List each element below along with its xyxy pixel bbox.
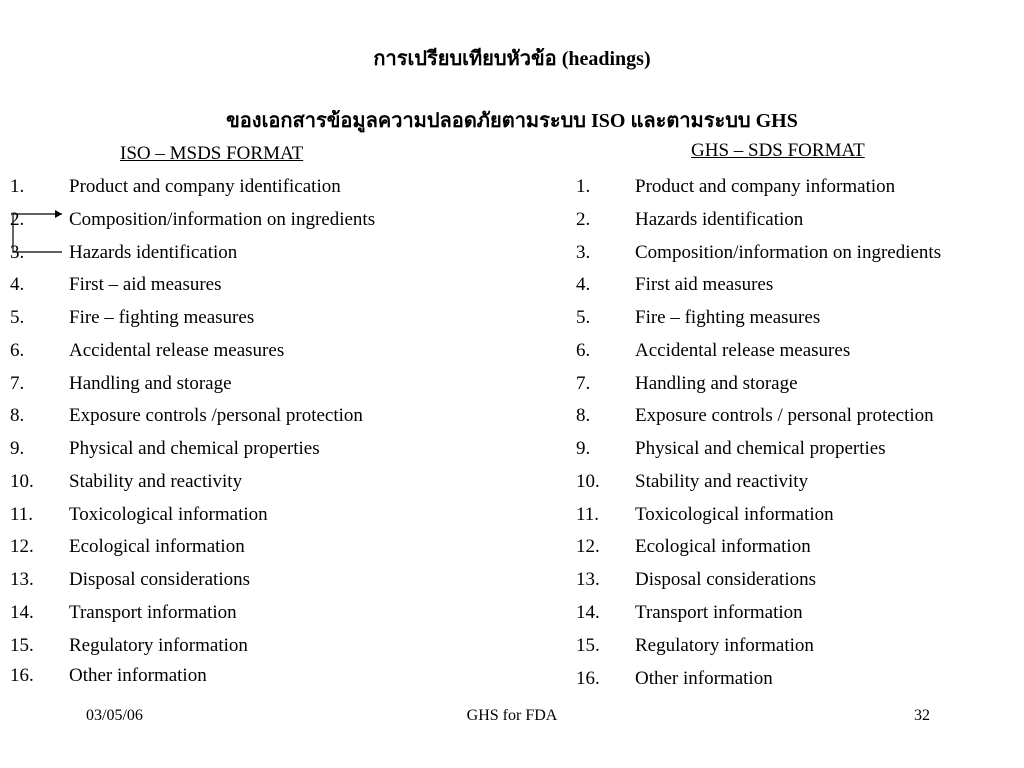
item-number: 10. bbox=[10, 471, 34, 492]
item-number: 2. bbox=[10, 209, 25, 230]
item-number: 9. bbox=[576, 438, 591, 459]
item-text: Composition/information on ingredients bbox=[635, 242, 942, 263]
item-number: 7. bbox=[10, 373, 25, 394]
item-number: 9. bbox=[10, 438, 25, 459]
item-text: Toxicological information bbox=[635, 504, 834, 525]
item-text: Toxicological information bbox=[69, 504, 268, 525]
item-text: Fire – fighting measures bbox=[69, 307, 255, 328]
item-text: Ecological information bbox=[69, 536, 245, 557]
item-number: 3. bbox=[576, 242, 591, 263]
item-text: Exposure controls /personal protection bbox=[69, 405, 363, 426]
slide-title-line2: ของเอกสารข้อมูลความปลอดภัยตามระบบ ISO และตามระบบ GHS bbox=[226, 110, 798, 132]
ghs-column-heading: GHS – SDS FORMAT bbox=[691, 140, 865, 161]
item-number: 12. bbox=[576, 536, 600, 557]
item-text: Composition/information on ingredients bbox=[69, 209, 376, 230]
item-number: 15. bbox=[10, 635, 34, 656]
item-text: Stability and reactivity bbox=[635, 471, 809, 492]
item-text: First – aid measures bbox=[69, 274, 222, 295]
footer-date: 03/05/06 bbox=[86, 707, 143, 724]
item-text: Fire – fighting measures bbox=[635, 307, 821, 328]
item-text: Physical and chemical properties bbox=[69, 438, 320, 459]
item-number: 10. bbox=[576, 471, 600, 492]
item-number: 6. bbox=[576, 340, 591, 361]
item-text: Physical and chemical properties bbox=[635, 438, 886, 459]
item-number: 16. bbox=[576, 668, 600, 689]
item-number: 6. bbox=[10, 340, 25, 361]
item-number: 7. bbox=[576, 373, 591, 394]
item-number: 14. bbox=[10, 602, 34, 623]
item-number: 1. bbox=[576, 176, 591, 197]
item-number: 1. bbox=[10, 176, 25, 197]
item-text: Transport information bbox=[69, 602, 237, 623]
item-number: 8. bbox=[576, 405, 591, 426]
slide-title-line1: การเปรียบเทียบหัวข้อ (headings) bbox=[373, 48, 651, 70]
item-number: 2. bbox=[576, 209, 591, 230]
item-text: Regulatory information bbox=[69, 635, 248, 656]
item-text: Stability and reactivity bbox=[69, 471, 243, 492]
item-number: 4. bbox=[10, 274, 25, 295]
item-text: Disposal considerations bbox=[635, 569, 817, 590]
item-number: 5. bbox=[10, 307, 25, 328]
footer-center-text: GHS for FDA bbox=[466, 707, 558, 724]
item-number: 16. bbox=[10, 665, 34, 686]
item-text: Accidental release measures bbox=[69, 340, 285, 361]
item-number: 4. bbox=[576, 274, 591, 295]
item-text: Ecological information bbox=[635, 536, 811, 557]
item-number: 3. bbox=[10, 242, 25, 263]
item-text: Accidental release measures bbox=[635, 340, 851, 361]
item-text: Other information bbox=[635, 668, 773, 689]
item-text: Product and company identification bbox=[69, 176, 341, 197]
page-number: 32 bbox=[914, 707, 930, 724]
swap-arrow-icon bbox=[0, 0, 70, 270]
item-number: 5. bbox=[576, 307, 591, 328]
item-number: 13. bbox=[10, 569, 34, 590]
item-text: Disposal considerations bbox=[69, 569, 251, 590]
iso-column-heading: ISO – MSDS FORMAT bbox=[120, 143, 304, 164]
item-number: 15. bbox=[576, 635, 600, 656]
item-text: First aid measures bbox=[635, 274, 774, 295]
item-number: 13. bbox=[576, 569, 600, 590]
item-number: 12. bbox=[10, 536, 34, 557]
item-text: Other information bbox=[69, 665, 207, 686]
item-number: 14. bbox=[576, 602, 600, 623]
item-text: Transport information bbox=[635, 602, 803, 623]
item-text: Hazards identification bbox=[69, 242, 238, 263]
item-number: 11. bbox=[576, 504, 600, 525]
item-text: Exposure controls / personal protection bbox=[635, 405, 934, 426]
item-number: 11. bbox=[10, 504, 34, 525]
item-text: Handling and storage bbox=[635, 373, 798, 394]
item-text: Regulatory information bbox=[635, 635, 814, 656]
item-text: Product and company information bbox=[635, 176, 896, 197]
item-text: Handling and storage bbox=[69, 373, 232, 394]
item-number: 8. bbox=[10, 405, 25, 426]
item-text: Hazards identification bbox=[635, 209, 804, 230]
